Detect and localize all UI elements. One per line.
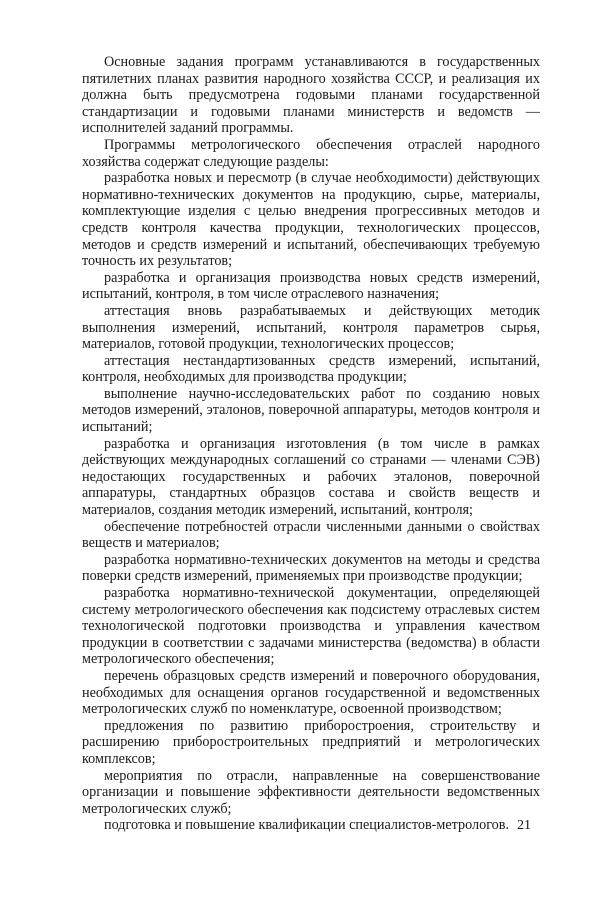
- list-item: аттестация вновь разрабатываемых и действующих методик выполнения измерений, испытаний, контроля параметров сырья, материалов, готовой продукции, технологических процессов;: [82, 302, 540, 353]
- list-item: разработка и организация производства новых средств измерений, испытаний, контроля, в том числе отраслевого назначения;: [82, 269, 540, 303]
- list-item: перечень образцовых средств измерений и поверочного оборудования, необходимых для оснащения органов государственной и ведомственных метрологических служб по номенклатуре, освоенной производством;: [82, 667, 540, 718]
- list-item: разработка и организация изготовления (в том числе в рамках действующих международных соглашений со странами — членами СЭВ) недостающих государственных и рабочих эталонов, поверочной аппаратуры, стандартных образцов состава и свойств веществ и материалов, создания методик измерений, испытаний, контроля;: [82, 435, 540, 519]
- page-number: 21: [517, 818, 531, 833]
- paragraph: Программы метрологического обеспечения отраслей народного хозяйства содержат следующие разделы:: [82, 136, 540, 170]
- body-text: [82, 54, 540, 834]
- paragraph: Основные задания программ устанавливаются в государственных пятилетних планах развития народного хозяйства СССР, и реализация их должна быть предусмотрена годовыми планами государственной стандартизации и годовыми планами министерств и ведомств — исполнителей заданий программы.: [82, 54, 540, 137]
- list-item: обеспечение потребностей отрасли численными данными о свойствах веществ и материалов;: [82, 518, 540, 552]
- list-item: мероприятия по отрасли, направленные на совершенствование организации и повышение эффективности деятельности ведомственных метрологических служб;: [82, 767, 540, 817]
- list-item: подготовка и повышение квалификации специалистов-метрологов.: [104, 817, 510, 834]
- list-item: разработка новых и пересмотр (в случае необходимости) действующих нормативно-технических документов на продукцию, сырье, материалы, комплектующие изделия с целью внедрения прогрессивных методов и средств контроля качества продукции, технологических процессов, методов и средств измерений и испытаний, обеспечивающих требуемую точность их результатов;: [82, 170, 540, 270]
- list-item: предложения по развитию приборостроения, строительству и расширению приборостроительных предприятий и метрологических комплексов;: [82, 717, 540, 767]
- list-item: разработка нормативно-технической документации, определяющей систему метрологического обеспечения как подсистему отраслевых систем технологической подготовки производства и управления качеством продукции в соответствии с задачами министерства (ведомства) в области метрологического обеспечения;: [82, 585, 540, 668]
- list-item: выполнение научно-исследовательских работ по созданию новых методов измерений, эталонов, поверочной аппаратуры, методов контроля и испытаний;: [82, 385, 540, 436]
- list-item: разработка нормативно-технических документов на методы и средства поверки средств измерений, применяемых при производстве продукции;: [82, 551, 540, 585]
- list-item: аттестация нестандартизованных средств измерений, испытаний, контроля, необходимых для производства продукции;: [82, 352, 540, 386]
